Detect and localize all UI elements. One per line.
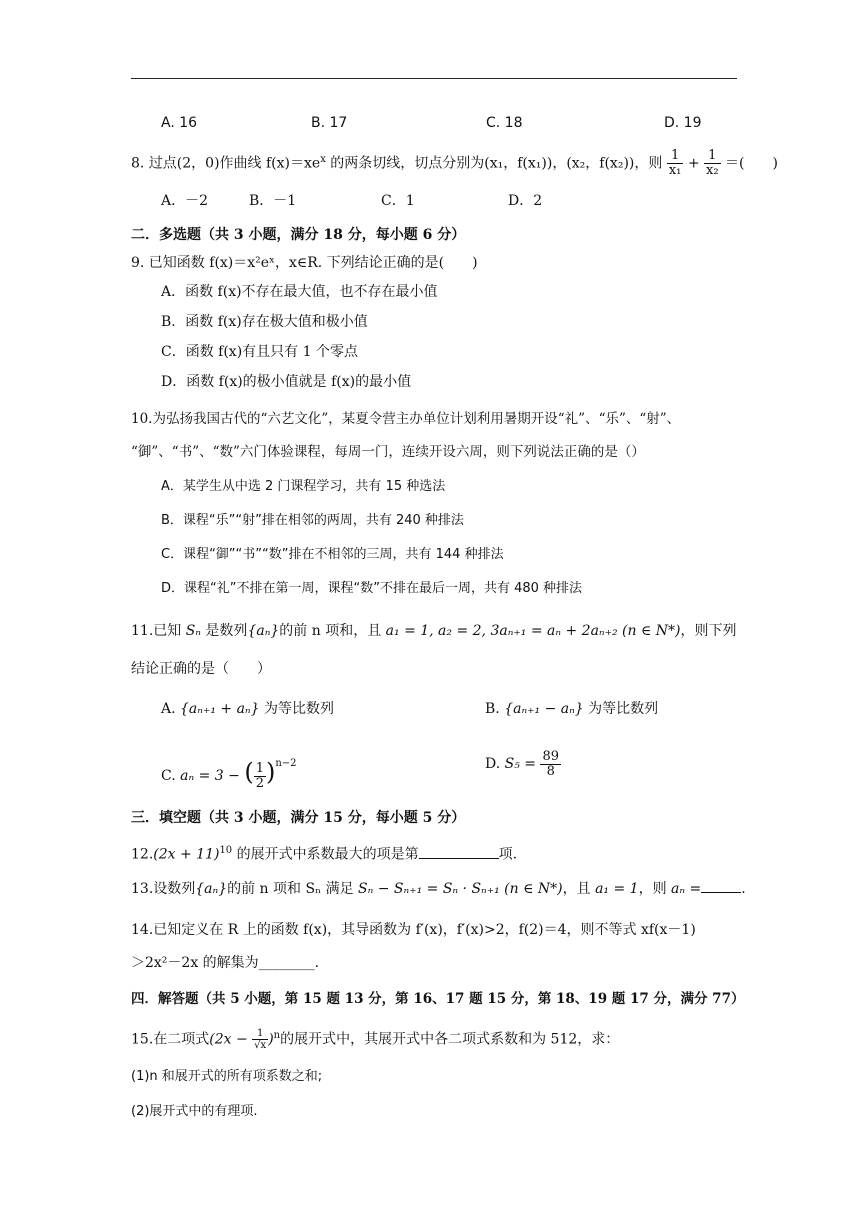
q9-option-a: A．函数 f(x)不存在最大值，也不存在最小值	[161, 284, 438, 300]
q15-frac-den: √x	[254, 1040, 267, 1052]
q13-an-set: {aₙ}	[195, 881, 228, 897]
q13-answer-blank	[701, 892, 741, 893]
q11-stem-line-1	[131, 622, 737, 640]
q12-text: 的展开式中系数最大的项是第	[232, 846, 419, 863]
q7-option-c: C. 18	[486, 115, 523, 131]
q15-part-1: (1)n 和展开式的所有项系数之和;	[131, 1069, 323, 1084]
q8-fraction-1	[667, 149, 684, 178]
q9-option-c: C．函数 f(x)有且只有 1 个零点	[161, 344, 358, 360]
q11-option-d-math: S₅ =	[504, 756, 537, 772]
q15-pre: 15.在二项式	[131, 1031, 210, 1048]
q15-text: 的展开式中，其展开式中各二项式系数和为 512，求：	[280, 1031, 620, 1048]
section-3-title: 三．填空题（共 3 小题，满分 15 分，每小题 5 分）	[131, 810, 466, 826]
q14-answer-blank: ________	[258, 955, 315, 971]
q8-stem	[131, 149, 778, 178]
q13-end: .	[741, 881, 746, 897]
q10-option-d: D．课程“礼”不排在第一周，课程“数”不排在最后一周，共有 480 种排法	[161, 581, 583, 596]
q8-frac1-num: 1	[667, 149, 684, 164]
q11-option-c-frac-den: 2	[255, 775, 264, 791]
q11-option-c-label: C.	[161, 768, 176, 784]
q11-stem-c: 的前 n 项和，且	[279, 623, 386, 639]
q15-math-end: )	[268, 1031, 274, 1048]
q12-end: 项.	[498, 846, 518, 863]
q12-math: (2x + 11)	[153, 846, 220, 863]
q11-option-b-label: B.	[485, 701, 500, 717]
q11-option-b-text: 为等比数列	[588, 701, 659, 717]
q14-end: .	[314, 955, 320, 971]
q11-option-d-label: D.	[485, 756, 501, 772]
q7-option-d: D. 19	[664, 115, 702, 131]
q13	[131, 880, 746, 898]
q13-a1: a₁ = 1	[595, 881, 639, 897]
q9-option-b: B．函数 f(x)存在极大值和极小值	[161, 314, 368, 330]
q11-option-a-label: A.	[161, 701, 176, 717]
q8-stem-after: 的两条切线，切点分别为(x₁，f(x₁))，(x₂，f(x₂))，则	[325, 155, 663, 172]
header-rule	[131, 78, 737, 79]
q11-option-a-math: {aₙ₊₁ + aₙ}	[180, 701, 260, 717]
q13-equation: Sₙ − Sₙ₊₁ = Sₙ · Sₙ₊₁ (n ∈ N*)	[358, 881, 563, 897]
q14-line-2	[131, 954, 319, 972]
q11-stem-b: 是数列	[200, 623, 248, 639]
q15-frac-num: 1	[252, 1028, 268, 1040]
q8-plus: +	[687, 155, 700, 172]
q13-pre: 13.设数列	[131, 881, 196, 897]
q13-mid3: ，则	[638, 881, 672, 897]
q11-condition: a₁ = 1, a₂ = 2, 3aₙ₊₁ = aₙ + 2aₙ₊₂ (n ∈ N*)	[385, 623, 681, 639]
q10-stem-line-2: “御”、“书”、“数”六门体验课程，每周一门，连续开设六周，则下列说法正确的是（）	[131, 444, 645, 460]
q11-stem-line-2: 结论正确的是（ ）	[131, 661, 271, 677]
q15-math: (2x −	[209, 1031, 253, 1048]
q13-mid: 的前 n 项和 Sₙ 满足	[227, 881, 359, 897]
q11-option-c-math: aₙ = 3 −	[180, 768, 240, 784]
q11-option-d-fraction	[540, 750, 561, 779]
q11-option-c-paren-close: )	[265, 758, 276, 786]
q8-stem-before: 8. 过点(2，0)作曲线 f(x)＝xe	[131, 155, 321, 172]
q15-exp: n	[273, 1030, 281, 1041]
q14-line-2-text: ＞2x²－2x 的解集为	[131, 955, 259, 971]
q8-option-d: D．2	[508, 193, 543, 209]
q11-option-c-exp: n−2	[275, 758, 297, 769]
q15-stem	[131, 1024, 619, 1052]
q8-stem-exp: x	[320, 153, 326, 165]
q11-option-c-fraction	[254, 762, 266, 791]
q9-stem: 9. 已知函数 f(x)＝x²eˣ，x∈R. 下列结论正确的是( )	[131, 255, 478, 271]
q11-option-d-frac-num: 89	[542, 748, 560, 764]
q12-answer-blank	[419, 858, 499, 859]
q10-stem-line-1: 10.为弘扬我国古代的“六艺文化”，某夏令营主办单位计划利用暑期开设“礼”、“乐”、“射”、	[131, 411, 681, 427]
q14-line-1: 14.已知定义在 R 上的函数 f(x)，其导函数为 f′(x)，f′(x)>2，f(2)＝4，则不等式 xf(x－1)	[131, 922, 696, 938]
q10-option-b: B．课程“乐”“射”排在相邻的两周，共有 240 种排法	[161, 513, 464, 528]
q8-option-b: B．－1	[249, 193, 297, 209]
q15-fraction	[252, 1028, 268, 1051]
q8-option-a: A．－2	[161, 193, 209, 209]
q11-option-d-frac-den: 8	[546, 763, 555, 779]
q8-fraction-2	[704, 149, 721, 178]
q15-part-2: (2)展开式中的有理项.	[131, 1104, 258, 1119]
q12-exp: 10	[219, 845, 233, 856]
q11-option-c-frac-num: 1	[255, 760, 264, 776]
q11-option-c	[161, 747, 297, 793]
q11-option-c-paren-open: (	[244, 758, 254, 786]
q11-stem-d: ，则下列	[680, 623, 737, 639]
q8-frac2-den: x₂	[706, 163, 719, 178]
q7-option-b: B. 17	[311, 115, 348, 131]
q7-option-a: A. 16	[161, 115, 198, 131]
q11-option-b-math: {aₙ₊₁ − aₙ}	[504, 701, 584, 717]
q10-option-c: C．课程“御”“书”“数”排在不相邻的三周，共有 144 种排法	[161, 547, 504, 562]
q11-option-d	[485, 747, 561, 781]
q10-option-a: A．某学生从中选 2 门课程学习，共有 15 种选法	[161, 479, 446, 494]
q8-frac1-den: x₁	[668, 163, 682, 178]
q12-number: 12.	[131, 846, 154, 863]
q11-an-set: {aₙ}	[247, 623, 280, 639]
q11-option-a-text: 为等比数列	[263, 701, 334, 717]
q11-option-b	[485, 700, 658, 718]
q12	[131, 842, 517, 864]
q11-option-a	[161, 700, 334, 718]
q11-stem-a: 11.已知	[131, 623, 186, 639]
section-4-title: 四．解答题（共 5 小题，第 15 题 13 分，第 16、17 题 15 分，第 18、19 题 17 分，满分 77）	[131, 991, 745, 1007]
q8-option-c: C．1	[381, 193, 415, 209]
section-2-title: 二．多选题（共 3 小题，满分 18 分，每小题 6 分）	[131, 227, 466, 243]
q13-an: aₙ =	[671, 881, 702, 897]
q8-end: ＝( )	[725, 155, 778, 172]
q9-option-d: D．函数 f(x)的极小值就是 f(x)的最小值	[161, 374, 412, 390]
q13-mid2: ，且	[562, 881, 596, 897]
q8-frac2-num: 1	[704, 149, 721, 164]
q11-sn: Sₙ	[185, 623, 201, 639]
